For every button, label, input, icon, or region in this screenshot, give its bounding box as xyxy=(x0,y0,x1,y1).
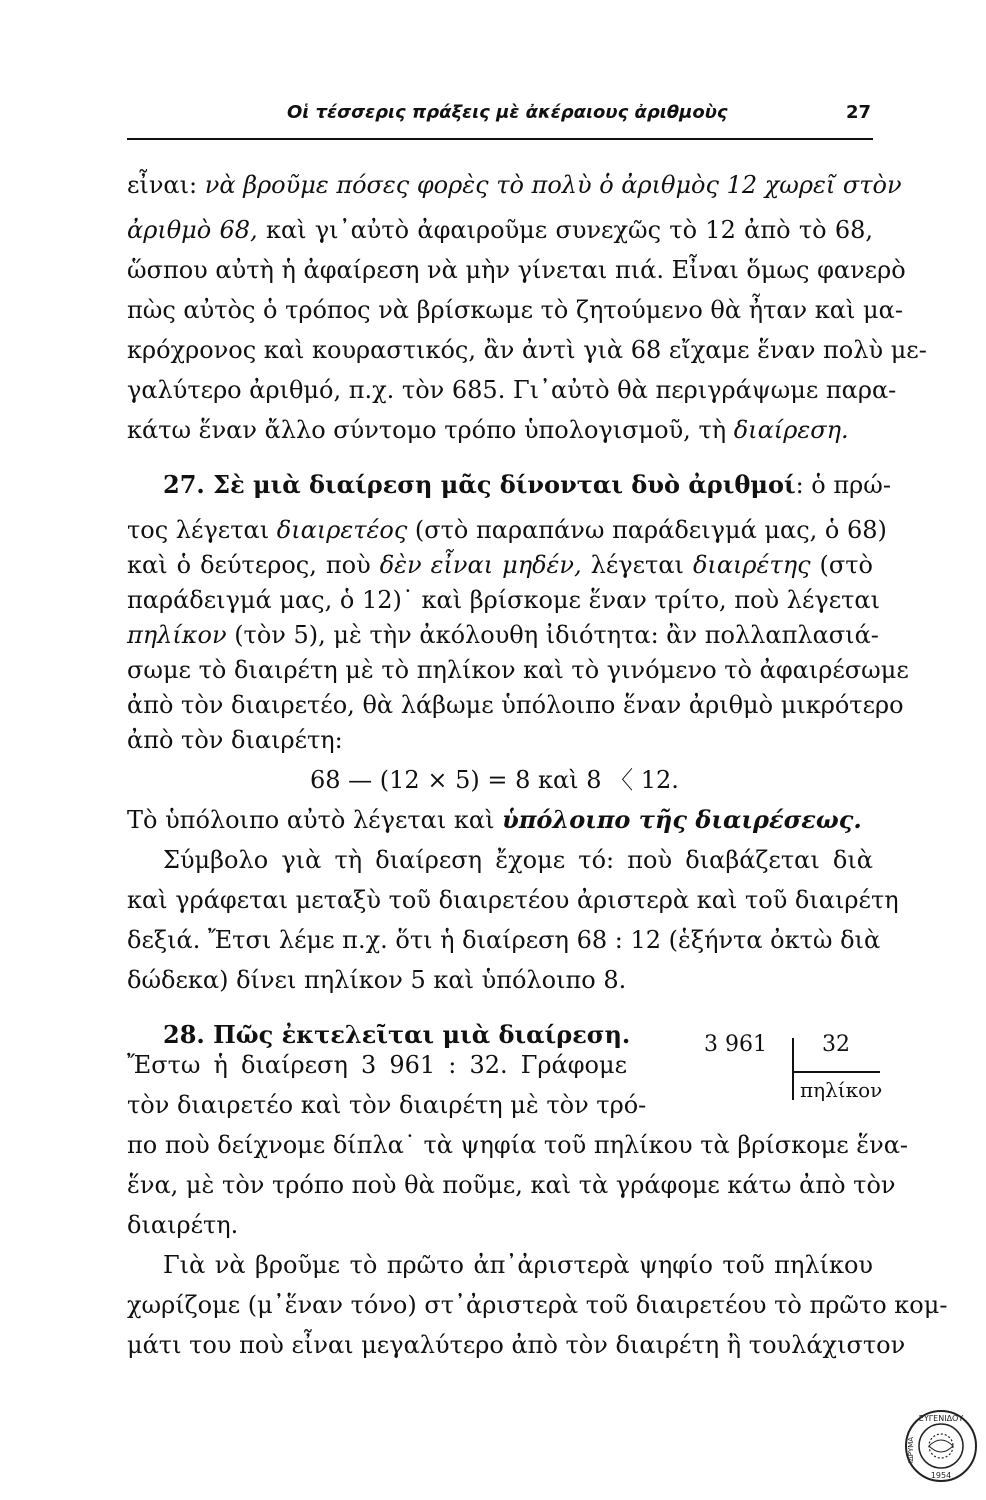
intro-line-6: γαλύτερο ἀριθμό, π.χ. τὸν 685. Γι᾿αὐτὸ θὰ περιγράψωμε παρα- xyxy=(127,376,897,404)
division-formula: 68 — (12 × 5) = 8 καὶ 8 〈 12. xyxy=(310,766,679,794)
stamp-year: 1954 xyxy=(930,1471,952,1480)
section-27-line-6: σωμε τὸ διαιρέτη μὲ τὸ πηλίκον καὶ τὸ γινόμενο τὸ ἀφαιρέσωμε xyxy=(127,656,909,684)
term-dividend: διαιρετέος xyxy=(276,516,408,544)
intro-line-3: ὥσπου αὐτὴ ἡ ἀφαίρεση νὰ μὴν γίνεται πιά. Εἶναι ὅμως φανερὸ xyxy=(127,256,906,284)
section-text: (στὸ παραπάνω παράδειγμά μας, ὁ 68) xyxy=(407,516,887,544)
para2-line-3: μάτι του ποὺ εἶναι μεγαλύτερο ἀπὸ τὸν διαιρέτη ἢ τουλάχιστον xyxy=(127,1331,906,1359)
term-nonzero: δὲν εἶναι μηδέν, xyxy=(379,551,582,579)
intro-line-5: κρόχρονος καὶ κουραστικός, ἂν ἀντὶ γιὰ 68 εἴχαμε ἕναν πολὺ με- xyxy=(127,336,927,364)
para2-line-1: Γιὰ νὰ βροῦμε τὸ πρῶτο ἀπ᾿ἀριστερὰ ψηφίο τοῦ πηλίκου xyxy=(163,1251,873,1279)
section-27-line-2 xyxy=(127,515,887,545)
section-text: τος λέγεται xyxy=(127,516,277,544)
symbol-line-2: καὶ γράφεται μεταξὺ τοῦ διαιρετέου ἀριστερὰ καὶ τοῦ διαιρέτη xyxy=(127,886,899,914)
section-27-line-5 xyxy=(127,620,879,650)
symbol-line-1: Σύμβολο γιὰ τὴ διαίρεση ἔχομε τό: ποὺ διαβάζεται διὰ xyxy=(163,846,873,874)
intro-line-4: πὼς αὐτὸς ὁ τρόπος νὰ βρίσκωμε τὸ ζητούμενο θὰ ἦταν καὶ μα- xyxy=(127,296,903,324)
page-number: 27 xyxy=(845,102,871,123)
term-divisor: διαιρέτης xyxy=(692,551,811,579)
remainder-line xyxy=(127,805,862,835)
section-text: Τὸ ὑπόλοιπο αὐτὸ λέγεται καὶ xyxy=(127,806,503,834)
section-28-heading: 28. Πῶς ἐκτελεῖται μιὰ διαίρεση. xyxy=(163,1020,631,1049)
intro-line-1 xyxy=(127,170,902,200)
division-vertical-rule xyxy=(792,1038,794,1100)
intro-text: καὶ γι᾿αὐτὸ ἀφαιροῦμε συνεχῶς τὸ 12 ἀπὸ τὸ 68, xyxy=(257,216,873,244)
symbol-line-4: δώδεκα) δίνει πηλίκον 5 καὶ ὑπόλοιπο 8. xyxy=(127,966,627,994)
intro-text: κάτω ἕναν ἄλλο σύντομο τρόπο ὑπολογισμοῦ, τὴ xyxy=(127,416,734,444)
stamp-text-top: ΕΥΓΕΝΙΔΟΥ xyxy=(918,1414,964,1423)
intro-line-7 xyxy=(127,415,849,445)
intro-emphasis: νὰ βροῦμε πόσες φορὲς τὸ πολὺ ὁ ἀριθμὸς 12 χωρεῖ στὸν xyxy=(204,171,902,199)
section-text: καὶ ὁ δεύτερος, ποὺ xyxy=(127,551,380,579)
library-stamp xyxy=(903,1408,979,1484)
stamp-text-left: ΙΔΡΥΜΑ xyxy=(907,1436,915,1464)
header-title: Οἱ τέσσερις πράξεις μὲ ἀκέραιους ἀριθμοὺς xyxy=(287,102,728,123)
section-27-line-8: ἀπὸ τὸν διαιρέτη: xyxy=(127,726,343,754)
term-remainder: ὑπόλοιπο τῆς διαιρέσεως. xyxy=(502,805,862,834)
section-27-line-3 xyxy=(127,550,873,580)
intro-emphasis: ἀριθμὸ 68, xyxy=(127,216,258,244)
section-28-line-3: πο ποὺ δείχνομε δίπλα˙ τὰ ψηφία τοῦ πηλίκου τὰ βρίσκομε ἕνα- xyxy=(127,1131,909,1159)
stamp-seal xyxy=(903,1408,979,1484)
section-28-line-1: Ἔστω ἡ διαίρεση 3 961 : 32. Γράφομε xyxy=(127,1051,627,1079)
section-28-line-4: ἕνα, μὲ τὸν τρόπο ποὺ θὰ ποῦμε, καὶ τὰ γράφομε κάτω ἀπὸ τὸν xyxy=(127,1171,896,1199)
section-text: (τὸν 5), μὲ τὴν ἀκόλουθη ἰδιότητα: ἂν πολλαπλασιά- xyxy=(226,621,879,649)
section-28-line-5: διαιρέτη. xyxy=(127,1211,239,1239)
division-horizontal-rule xyxy=(792,1071,880,1073)
section-27-line-7: ἀπὸ τὸν διαιρετέο, θὰ λάβωμε ὑπόλοιπο ἕναν ἀριθμὸ μικρότερο xyxy=(127,691,904,719)
intro-line-2 xyxy=(127,215,873,245)
division-diagram xyxy=(700,1020,890,1110)
section-text: λέγεται xyxy=(581,551,693,579)
division-dividend: 3 961 xyxy=(704,1032,767,1057)
section-text: : ὁ πρώ- xyxy=(795,471,891,499)
para2-line-2: χωρίζομε (μ᾿ἕναν τόνο) στ᾿ἀριστερὰ τοῦ διαιρετέου τὸ πρῶτο κομ- xyxy=(127,1291,948,1319)
intro-emphasis: διαίρεση. xyxy=(733,416,849,444)
symbol-line-3: δεξιά. Ἔτσι λέμε π.χ. ὅτι ἡ διαίρεση 68 : 12 (ἑξήντα ὀκτὼ διὰ xyxy=(127,926,881,954)
section-28-line-2: τὸν διαιρετέο καὶ τὸν διαιρέτη μὲ τὸν τρό- xyxy=(127,1091,647,1119)
division-divisor: 32 xyxy=(822,1032,850,1057)
section-27-heading: 27. Σὲ μιὰ διαίρεση μᾶς δίνονται δυὸ ἀριθμοί xyxy=(163,470,796,499)
section-27-line-1 xyxy=(163,470,891,500)
section-text: (στὸ xyxy=(810,551,873,579)
intro-text: εἶναι: xyxy=(127,171,205,199)
section-27-line-4: παράδειγμά μας, ὁ 12)˙ καὶ βρίσκομε ἕναν τρίτο, ποὺ λέγεται xyxy=(127,586,881,614)
division-quotient-label: πηλίκον xyxy=(800,1078,883,1102)
running-header xyxy=(127,98,873,140)
term-quotient: πηλίκον xyxy=(127,621,227,649)
